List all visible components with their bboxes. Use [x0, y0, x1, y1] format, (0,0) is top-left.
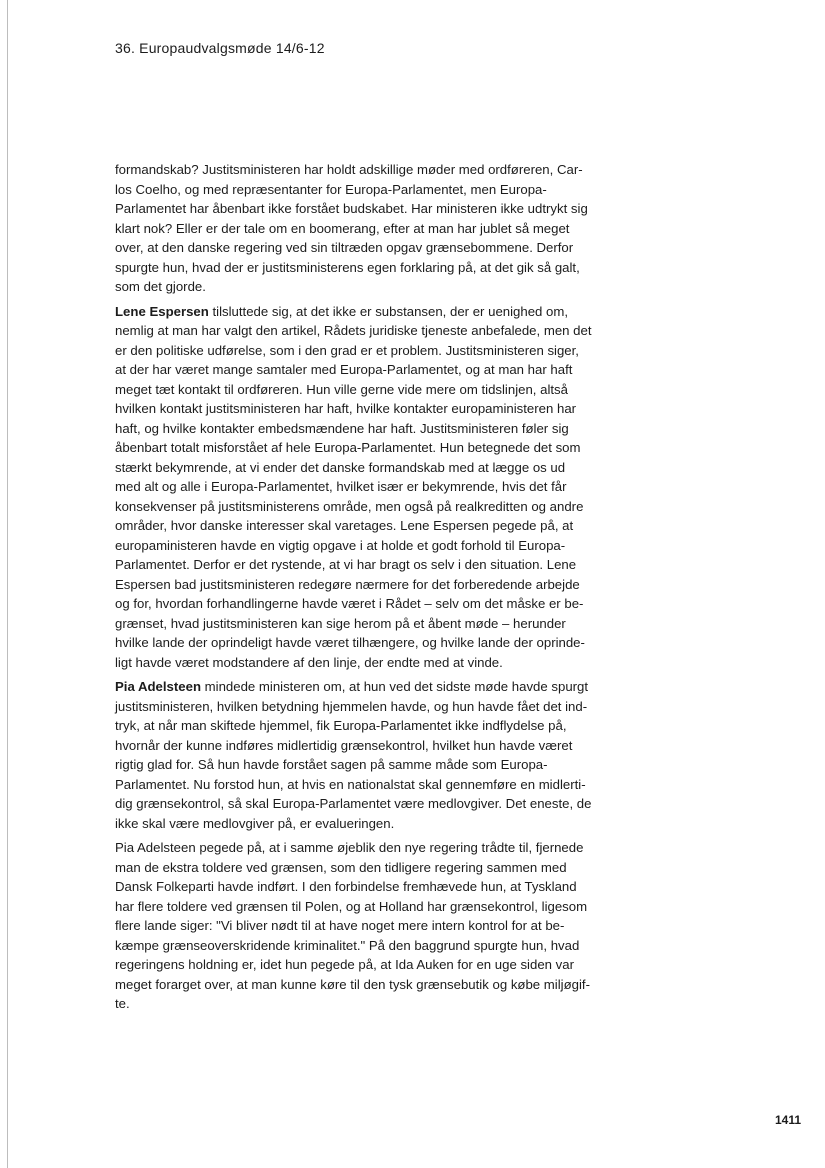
line-text: Parlamentet har åbenbart ikke forstået budskabet. Har ministeren ikke udtrykt sig [115, 201, 588, 216]
paragraph [115, 838, 593, 1014]
text-line [115, 858, 593, 878]
text-line [115, 555, 593, 575]
text-line [115, 697, 593, 717]
text-line [115, 614, 593, 634]
text-line [115, 258, 593, 278]
speaker-name: Lene Espersen [115, 303, 209, 319]
line-text: ikke skal være medlovgiver på, er evalueringen. [115, 815, 395, 831]
line-text: ligt havde været modstandere af den linje, der endte med at vinde. [115, 654, 503, 670]
line-text: regeringens holdning er, idet hun pegede på, at Ida Auken for en uge siden var [115, 957, 574, 972]
text-line [115, 653, 593, 673]
line-text: som det gjorde. [115, 279, 206, 294]
page-header: 36. Europaudvalgsmøde 14/6-12 [115, 40, 325, 56]
line-text: tryk, at når man skiftede hjemmel, fik Europa-Parlamentet ikke indflydelse på, [115, 718, 567, 733]
line-text: Parlamentet. Derfor er det rystende, at vi har bragt os selv i den situation. Lene [115, 557, 577, 572]
paragraph [115, 160, 593, 297]
text-line [115, 380, 593, 400]
line-text: at der har været mange samtaler med Europa-Parlamentet, og at man har haft [115, 362, 573, 377]
line-text: mindede ministeren om, at hun ved det sidste møde havde spurgt [201, 679, 589, 694]
text-line [115, 360, 593, 380]
text-line [115, 594, 593, 614]
line-text: meget tæt kontakt til ordføreren. Hun ville gerne vide mere om tidslinjen, altså [115, 381, 568, 397]
text-line [115, 838, 593, 858]
text-line [115, 877, 593, 897]
line-text: over, at den danske regering ved sin tiltræden opgav grænsebommene. Derfor [115, 240, 574, 255]
text-line [115, 160, 593, 180]
text-line [115, 536, 593, 556]
page-number: 1411 [775, 1113, 802, 1127]
line-text: man de ekstra toldere ved grænsen, som den tidligere regering sammen med [115, 859, 567, 875]
text-line [115, 975, 593, 995]
line-text: med alt og alle i Europa-Parlamentet, hvilket især er bekymrende, hvis det får [115, 479, 567, 494]
line-text: har flere toldere ved grænsen til Polen, og at Holland har grænsekontrol, ligesom [115, 898, 588, 914]
text-line [115, 219, 593, 239]
scan-margin-line [7, 0, 8, 1168]
text-line [115, 180, 593, 200]
text-line [115, 458, 593, 478]
line-text: justitsministeren, hvilken betydning hjemmelen havde, og hun havde fået det ind- [115, 698, 588, 714]
text-line [115, 897, 593, 917]
line-text: haft, og hvilke kontakter embedsmændene har haft. Justitsministeren føler sig [115, 420, 569, 436]
line-text: Parlamentet. Nu forstod hun, at hvis en nationalstat skal gennemføre en midlerti- [115, 776, 586, 792]
line-text: grænset, hvad justitsministeren kan sige herom på et åbent møde – herunder [115, 615, 566, 631]
text-line [115, 716, 593, 736]
line-text: los Coelho, og med repræsentanter for Europa-Parlamentet, men Europa- [115, 181, 547, 197]
line-text: rigtig glad for. Så hun havde forstået sagen på samme måde som Europa- [115, 757, 548, 772]
line-text: spurgte hun, hvad der er justitsministerens egen forklaring på, at det gik så galt, [115, 259, 580, 275]
line-text: stærkt bekymrende, at vi ender det danske formandskab med at lægge os ud [115, 459, 566, 475]
line-text: åbenbart totalt misforstået af hele Europa-Parlamentet. Hun betegnede det som [115, 440, 581, 455]
text-line [115, 736, 593, 756]
line-text: områder, hvor danske interesser skal varetages. Lene Espersen pegede på, at [115, 518, 574, 533]
paragraph [115, 677, 593, 833]
text-line [115, 302, 593, 322]
text-line [115, 516, 593, 536]
speaker-name: Pia Adelsteen [115, 679, 201, 694]
text-line [115, 238, 593, 258]
text-line [115, 814, 593, 834]
text-line [115, 955, 593, 975]
text-line [115, 321, 593, 341]
line-text: hvornår der kunne indføres midlertidig grænsekontrol, hvilket hun havde været [115, 737, 573, 753]
text-line [115, 936, 593, 956]
text-line [115, 199, 593, 219]
line-text: er den politiske udførelse, som i den grad er et problem. Justitsministeren siger, [115, 342, 579, 358]
line-text: hvilken kontakt justitsministeren har haft, hvilke kontakter europaministeren har [115, 401, 577, 416]
text-line [115, 419, 593, 439]
line-text: og for, hvordan forhandlingerne havde været i Rådet – selv om det måske er be- [115, 596, 584, 611]
line-text: konsekvenser på justitsministerens område, men også på realkreditten og andre [115, 498, 584, 514]
line-text: Dansk Folkeparti havde indført. I den forbindelse fremhævede hun, at Tyskland [115, 879, 577, 894]
text-line [115, 399, 593, 419]
text-line [115, 677, 593, 697]
text-line [115, 438, 593, 458]
line-text: nemlig at man har valgt den artikel, Rådets juridiske tjeneste anbefalede, men det [115, 323, 592, 338]
line-text: te. [115, 996, 130, 1011]
text-line [115, 277, 593, 297]
text-line [115, 755, 593, 775]
text-line [115, 341, 593, 361]
text-line [115, 477, 593, 497]
text-line [115, 794, 593, 814]
line-text: Pia Adelsteen pegede på, at i samme øjeblik den nye regering trådte til, fjernede [115, 840, 584, 855]
text-line [115, 916, 593, 936]
line-text: flere lande siger: "Vi bliver nødt til at have noget mere intern kontrol for at be- [115, 918, 565, 933]
line-text: kæmpe grænseoverskridende kriminalitet." På den baggrund spurgte hun, hvad [115, 937, 580, 953]
line-text: formandskab? Justitsministeren har holdt adskillige møder med ordføreren, Car- [115, 162, 583, 177]
text-line [115, 633, 593, 653]
text-line [115, 497, 593, 517]
line-text: europaministeren havde en vigtig opgave i at holde et godt forhold til Europa- [115, 537, 566, 553]
line-text: dig grænsekontrol, så skal Europa-Parlamentet være medlovgiver. Det eneste, de [115, 796, 592, 811]
line-text: Espersen bad justitsministeren redegøre nærmere for det forberedende arbejde [115, 576, 580, 592]
line-text: klart nok? Eller er der tale om en boomerang, efter at man har jublet så meget [115, 220, 570, 236]
paragraph [115, 302, 593, 673]
text-line [115, 575, 593, 595]
line-text: tilsluttede sig, at det ikke er substansen, der er uenighed om, [208, 303, 569, 319]
document-body [115, 160, 593, 1014]
text-line [115, 994, 593, 1014]
line-text: meget forarget over, at man kunne køre til den tysk grænsebutik og købe miljøgif- [115, 976, 590, 992]
text-line [115, 775, 593, 795]
line-text: hvilke lande der oprindeligt havde været tilhængere, og hvilke lande der oprinde- [115, 635, 585, 650]
